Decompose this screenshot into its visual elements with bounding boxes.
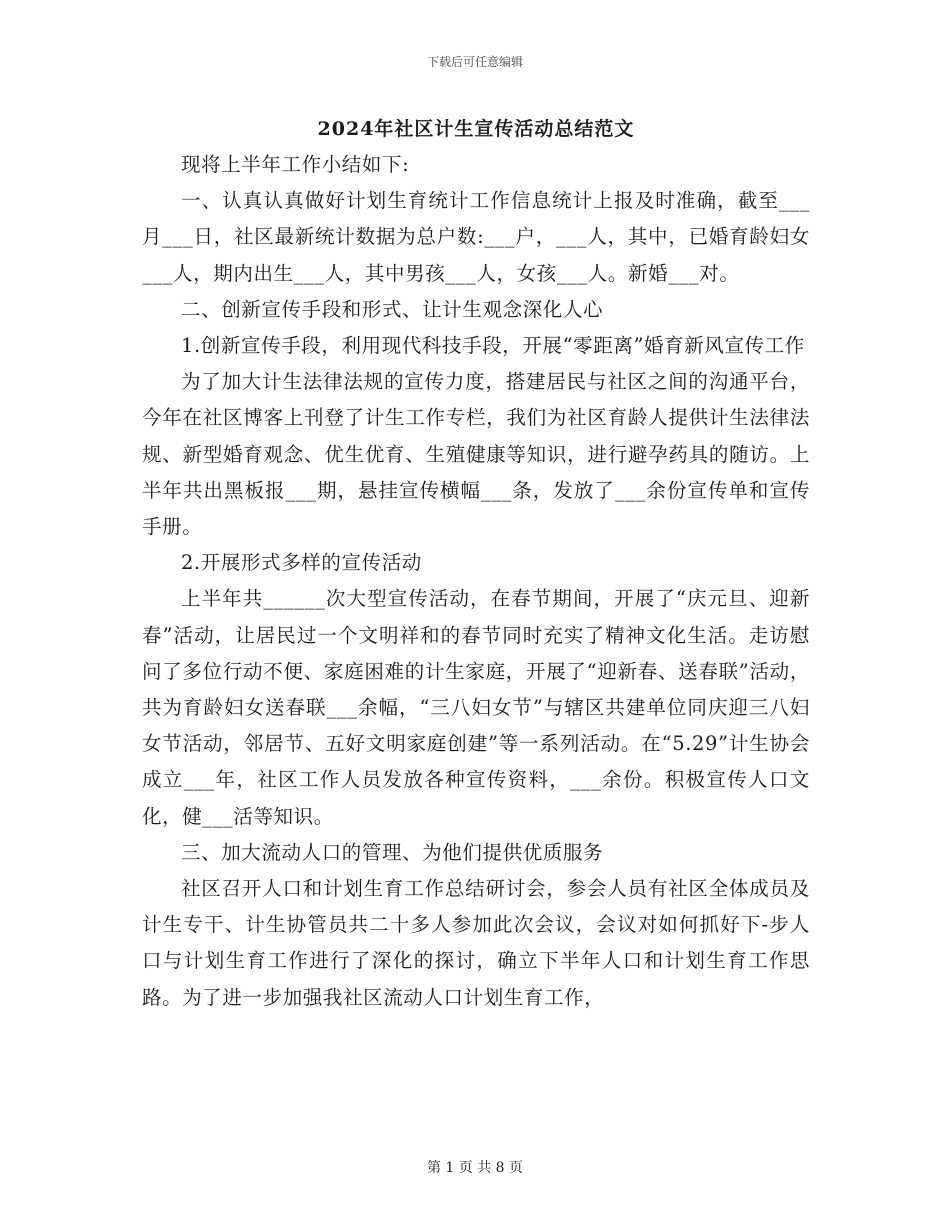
paragraph-section-3: 社区召开人口和计划生育工作总结研讨会，参会人员有社区全体成员及计生专干、计生协管员共二十多人参加此次会议，会议对如何抓好下-步人口与计划生育工作进行了深化的探讨，确立下半年人口和计划生育工作思路。为了进一步加强我社区流动人口计划生育工作， bbox=[142, 877, 810, 1009]
heading-section-2: 二、创新宣传手段和形式、让计生观念深化人心 bbox=[181, 297, 604, 321]
paragraph-subsection-2-2: 上半年共______次大型宣传活动，在春节期间，开展了“庆元旦、迎新春”活动，让居民过一个文明祥和的春节同时充实了精神文化生活。走访慰问了多位行动不便、家庭困难的计生家庭，开展了“迎新春、送春联”活动，共为育龄妇女送春联___余幅，“三八妇女节”与辖区共建单位同庆迎三八妇女节活动，邻居节、五好文明家庭创建”等一系列活动。在“5.29”计生协会成立___年，社区工作人员发放各种宣传资料，___余份。积极宣传人口文化，健___活等知识。 bbox=[142, 587, 810, 828]
document-title: 2024年社区计生宣传活动总结范文 bbox=[317, 118, 635, 140]
document-body bbox=[142, 112, 810, 1016]
header-note: 下载后可任意编辑 bbox=[426, 55, 523, 69]
heading-subsection-2-2: 2.开展形式多样的宣传活动 bbox=[181, 551, 422, 575]
heading-subsection-2-1: 1.创新宣传手段，利用现代科技手段，开展“零距离”婚育新风宣传工作 bbox=[181, 334, 805, 358]
page-footer: 第 1 页 共 8 页 bbox=[426, 1160, 524, 1176]
paragraph-section-1: 一、认真认真做好计划生育统计工作信息统计上报及时准确，截至___月___日，社区最新统计数据为总户数:___户，___人，其中，已婚育龄妇女___人，期内出生___人，其中男孩___人，女孩___人。新婚___对。 bbox=[142, 189, 810, 285]
paragraph-intro: 现将上半年工作小结如下: bbox=[181, 153, 410, 176]
paragraph-subsection-2-1: 为了加大计生法律法规的宣传力度，搭建居民与社区之间的沟通平台，今年在社区博客上刊登了计生工作专栏，我们为社区育龄人提供计生法律法规、新型婚育观念、优生优育、生殖健康等知识，进行避孕药具的随访。上半年共出黑板报___期，悬挂宣传横幅___条，发放了___余份宣传单和宣传手册。 bbox=[142, 370, 810, 539]
heading-section-3: 三、加大流动人口的管理、为他们提供优质服务 bbox=[181, 840, 604, 864]
